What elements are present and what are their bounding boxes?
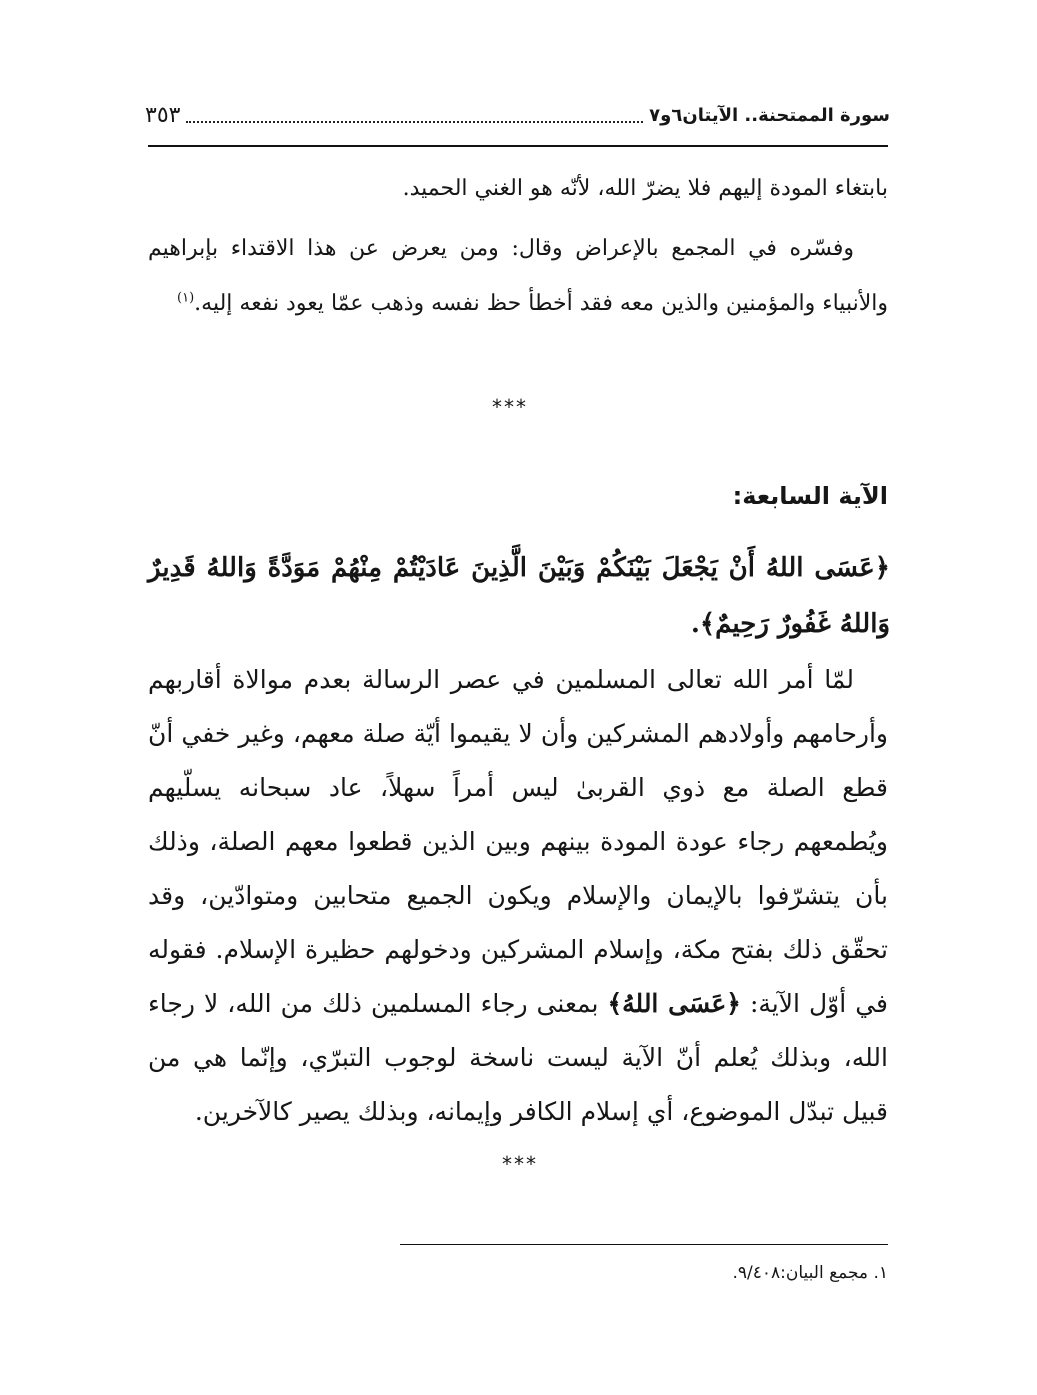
intro-line-text: بابتغاء المودة إليهم فلا يضرّ الله، لأنّه هو الغني الحميد.	[402, 176, 888, 201]
separator-stars: ***	[492, 395, 528, 419]
intro-line	[148, 161, 888, 216]
header-dot-leader	[186, 107, 643, 123]
header-rule	[148, 145, 888, 147]
intro-paragraph	[148, 221, 888, 331]
running-header	[145, 98, 890, 132]
separator-stars-2: ***	[502, 1152, 538, 1176]
quran-verse	[148, 540, 890, 652]
inline-quote: ﴿عَسَى اللهُ﴾	[607, 989, 741, 1018]
footnote: ١. مجمع البيان:٩/٤٠٨.	[732, 1263, 888, 1283]
section-body-part1: لمّا أمر الله تعالى المسلمين في عصر الرسالة بعدم موالاة أقاربهم وأرحامهم وأولادهم المشركين وأن لا يقيموا أيّة صلة معهم، وغير خفي أنّ قطع الصلة مع ذوي القربىٰ ليس أمراً سهلاً، عاد سبحانه يسلّيهم ويُطمعهم رجاء عودة المودة بينهم وبين الذين قطعوا معهم الصلة، وذلك بأن يتشرّفوا بالإيمان والإسلام ويكون الجميع متحابين ومتوادّين، وقد تحقّق ذلك بفتح مكة، وإسلام المشركين ودخولهم حظيرة الإسلام. فقوله في أوّل الآية:	[148, 665, 889, 1018]
footnote-marker: (١)	[177, 290, 195, 306]
intro-paragraph-text: وفسّره في المجمع بالإعراض وقال: ومن يعرض عن هذا الاقتداء بإبراهيم والأنبياء والمؤمنين والذين معه فقد أخطأ حظ نفسه وذهب عمّا يعود نفعه إليه.	[148, 236, 888, 316]
section-body	[148, 653, 888, 1139]
header-title: سورة الممتحنة.. الآيتان٦و٧	[649, 104, 890, 126]
page-number: ٣٥٣	[145, 102, 181, 128]
section-body-part2: بمعنى رجاء المسلمين ذلك من الله، لا رجاء الله، وبذلك يُعلم أنّ الآية ليست ناسخة لوجوب التبرّي، وإنّما هي من قبيل تبدّل الموضوع، أي إسلام الكافر وإيمانه، وبذلك يصير كالآخرين.	[148, 989, 888, 1126]
footnote-rule	[400, 1244, 888, 1245]
quran-verse-text: ﴿عَسَى اللهُ أَنْ يَجْعَلَ بَيْنَكُمْ وَبَيْنَ الَّذِينَ عَادَيْتُمْ مِنْهُمْ مَوَدَّةً وَاللهُ قَدِيرٌ وَاللهُ غَفُورٌ رَحِيمٌ﴾.	[148, 553, 890, 639]
section-heading: الآية السابعة:	[732, 482, 888, 510]
